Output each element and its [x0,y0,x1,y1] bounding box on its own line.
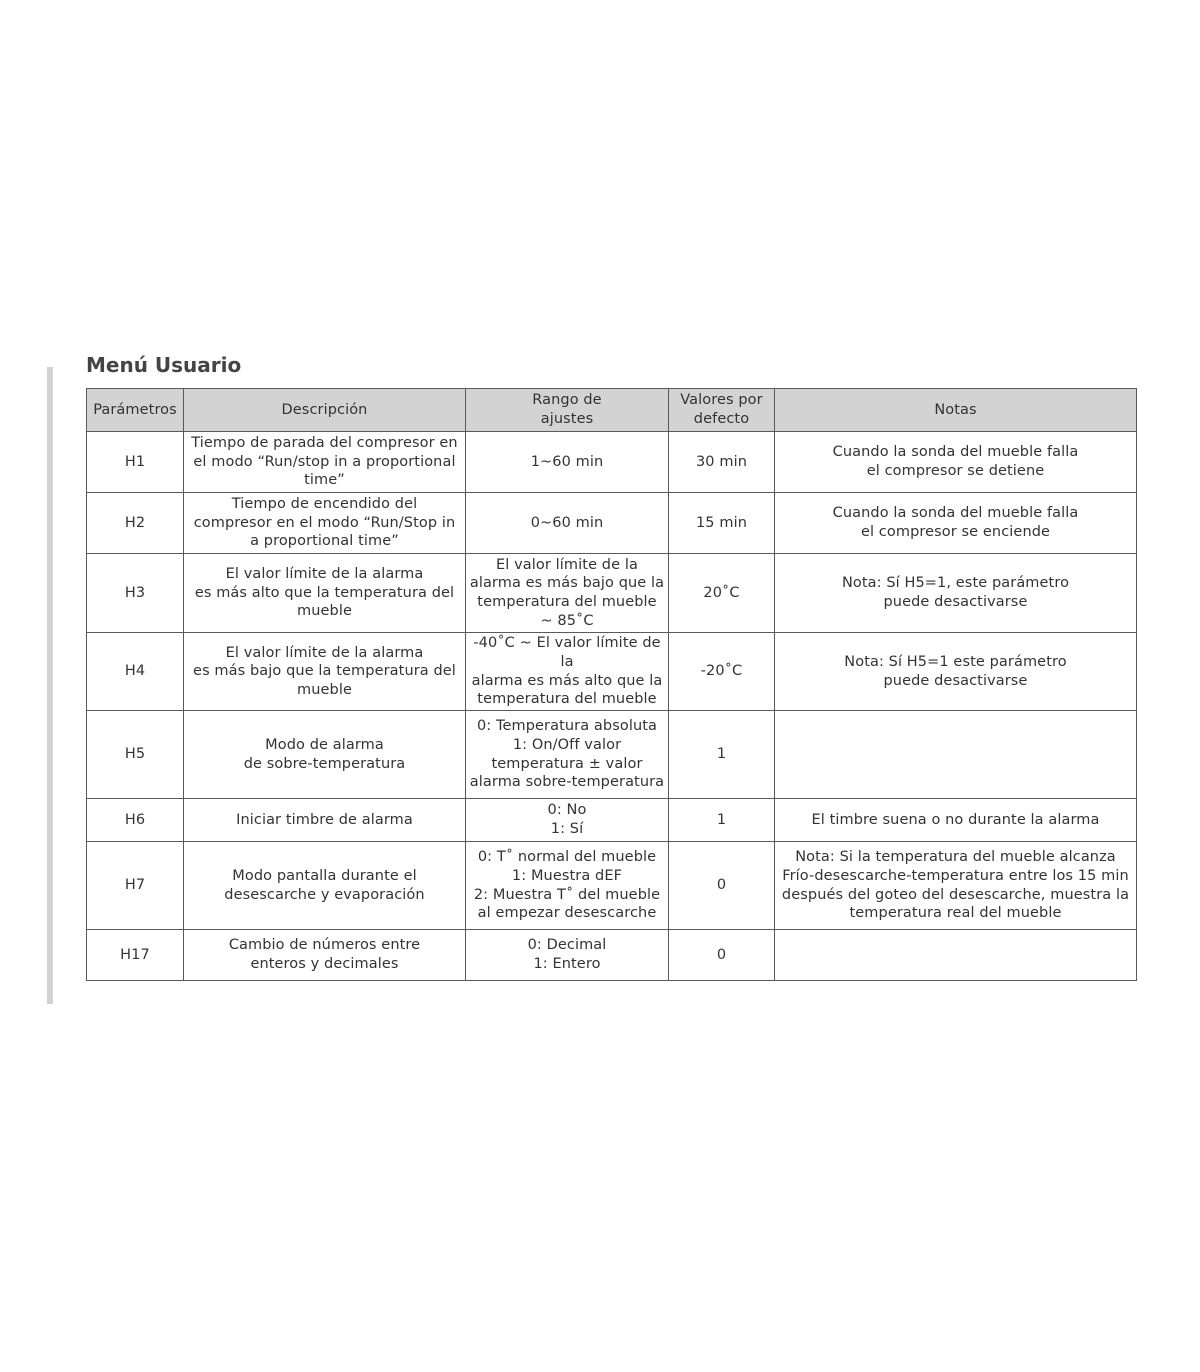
table-row [87,799,1137,842]
table-header-row [87,389,1137,432]
param-cell: H4 [87,633,184,711]
param-cell: H6 [87,799,184,842]
notes-cell: Cuando la sonda del mueble falla el compresor se enciende [775,493,1137,554]
notes-cell: Cuando la sonda del mueble falla el compresor se detiene [775,432,1137,493]
section-title: Menú Usuario [86,353,242,377]
default-cell: 30 min [669,432,775,493]
header-parametros: Parámetros [87,389,184,432]
param-cell: H7 [87,842,184,930]
table-row [87,633,1137,711]
range-cell: 0: T˚ normal del mueble 1: Muestra dEF 2: Muestra T˚ del mueble al empezar desescarche [466,842,669,930]
range-cell: 0: No 1: Sí [466,799,669,842]
left-margin-bar [47,367,53,1004]
description-cell: Modo pantalla durante el desescarche y evaporación [184,842,466,930]
description-cell: El valor límite de la alarma es más alto que la temperatura del mueble [184,554,466,633]
param-cell: H2 [87,493,184,554]
default-cell: 20˚C [669,554,775,633]
description-cell: Tiempo de parada del compresor en el modo “Run/stop in a proportional time” [184,432,466,493]
header-rango: Rango de ajustes [466,389,669,432]
param-cell: H5 [87,711,184,799]
notes-cell [775,930,1137,981]
description-cell: El valor límite de la alarma es más bajo que la temperatura del mueble [184,633,466,711]
range-cell: 1~60 min [466,432,669,493]
default-cell: 1 [669,711,775,799]
table-row [87,554,1137,633]
notes-cell: El timbre suena o no durante la alarma [775,799,1137,842]
table-row [87,493,1137,554]
parameters-table [86,388,1137,981]
notes-cell [775,711,1137,799]
range-cell: El valor límite de la alarma es más bajo que la temperatura del mueble ~ 85˚C [466,554,669,633]
section-title-clipped [86,353,386,377]
default-cell: 0 [669,930,775,981]
table-row [87,842,1137,930]
param-cell: H17 [87,930,184,981]
header-descripcion: Descripción [184,389,466,432]
param-cell: H3 [87,554,184,633]
notes-cell: Nota: Sí H5=1, este parámetro puede desactivarse [775,554,1137,633]
default-cell: -20˚C [669,633,775,711]
range-cell: -40˚C ~ El valor límite de la alarma es más alto que la temperatura del mueble [466,633,669,711]
description-cell: Cambio de números entre enteros y decimales [184,930,466,981]
header-notas: Notas [775,389,1137,432]
table-row [87,711,1137,799]
table-row [87,930,1137,981]
default-cell: 15 min [669,493,775,554]
notes-cell: Nota: Si la temperatura del mueble alcanza Frío-desescarche-temperatura entre los 15 min después del goteo del desescarche, muestra la temperatura real del mueble [775,842,1137,930]
notes-cell: Nota: Sí H5=1 este parámetro puede desactivarse [775,633,1137,711]
default-cell: 1 [669,799,775,842]
default-cell: 0 [669,842,775,930]
range-cell: 0~60 min [466,493,669,554]
description-cell: Modo de alarma de sobre-temperatura [184,711,466,799]
description-cell: Iniciar timbre de alarma [184,799,466,842]
description-cell: Tiempo de encendido del compresor en el modo “Run/Stop in a proportional time” [184,493,466,554]
param-cell: H1 [87,432,184,493]
range-cell: 0: Temperatura absoluta 1: On/Off valor temperatura ± valor alarma sobre-temperatura [466,711,669,799]
header-valores: Valores por defecto [669,389,775,432]
range-cell: 0: Decimal 1: Entero [466,930,669,981]
table-row [87,432,1137,493]
